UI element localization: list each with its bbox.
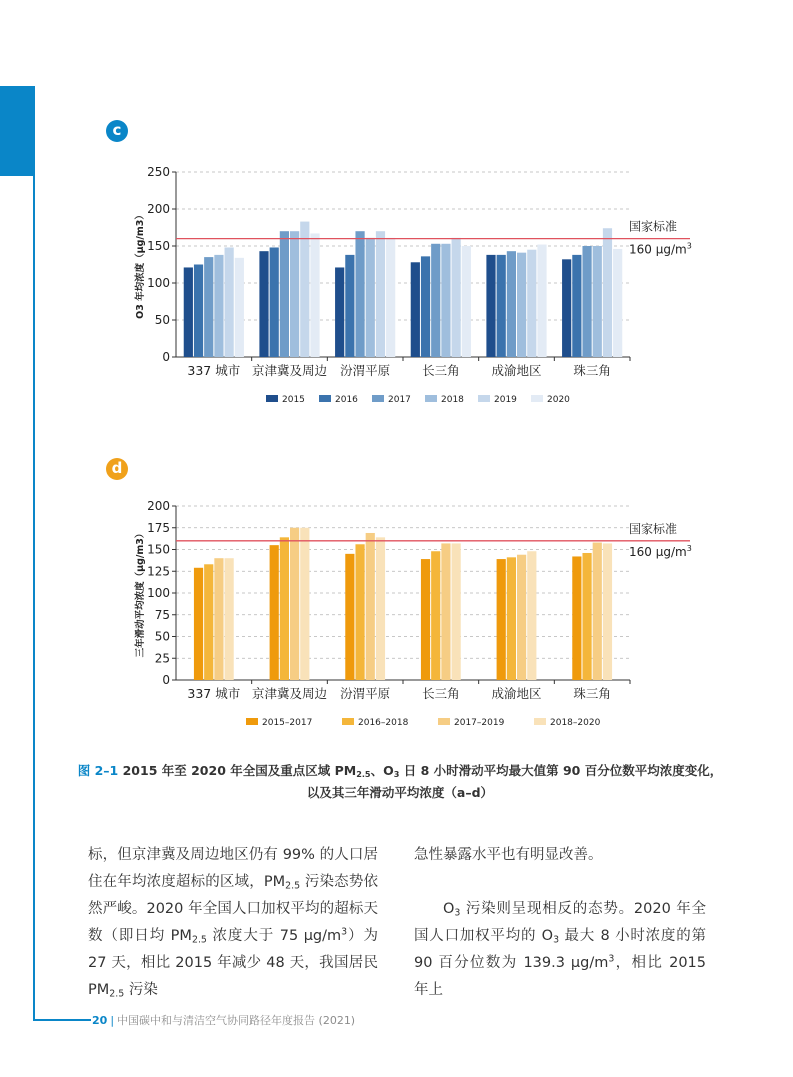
legend-label: 2017	[388, 395, 411, 405]
caption-line-1: 图 2–1 2015 年至 2020 年全国及重点区域 $PM_{2.5}$、$O_3$ 日 8 小时滑动平均最大值第 90 百分位数平均浓度变化，	[77, 763, 723, 780]
legend-swatch	[438, 718, 450, 725]
x-tick-label: 珠三角	[573, 363, 611, 378]
bar	[366, 533, 375, 680]
y-tick-label: 100	[147, 276, 170, 290]
bar	[300, 528, 309, 680]
x-tick-label: 珠三角	[573, 686, 611, 701]
body-column-right	[414, 842, 706, 1004]
legend-swatch	[342, 718, 354, 725]
y-tick-label: 25	[154, 651, 170, 666]
x-tick-label: 汾渭平原	[340, 363, 391, 378]
legend-label: 2018–2020	[550, 718, 601, 728]
paragraph: $O_3$ 污染则呈现相反的态势。2020 年全国人口加权平均的 $O_3$ 最大 8 小时浓度的第 90 百分位数为 139.3 $\mu g/m^3$，相比 2015 年上	[414, 901, 706, 998]
reference-value: 160 $\mu g/m^3$	[629, 543, 692, 559]
bar	[497, 559, 506, 680]
bar	[603, 543, 612, 680]
x-tick-label: 成渝地区	[491, 363, 542, 378]
report-title: 中国碳中和与清洁空气协同路径年度报告 (2021)	[117, 1014, 356, 1027]
legend-label: 2015	[282, 395, 305, 405]
y-tick-label: 0	[162, 673, 170, 687]
caption-line-2: 以及其三年滑动平均浓度（a–d）	[306, 785, 494, 800]
panel-badge-c: c	[106, 120, 128, 142]
y-tick-label: 200	[147, 499, 170, 513]
y-tick-label: 75	[154, 607, 170, 622]
legend-swatch	[534, 718, 546, 725]
legend-label: 2015–2017	[262, 718, 313, 728]
bar	[290, 528, 299, 680]
paragraph: 标，但京津冀及周边地区仍有 99% 的人口居住在年均浓度超标的区域，$PM_{2.5}$ 污染态势依然严峻。2020 年全国人口加权平均的超标天数（即日均 $PM_{2.5}$ 浓度大于 75 $\mu g/m^3$）为 27 天，相比 2015 年减少 48 天，我国居民 $PM_{2.5}$ 污染	[88, 847, 379, 1000]
paragraph: 急性暴露水平也有明显改善。	[414, 847, 603, 863]
y-tick-label: 100	[147, 586, 170, 600]
bar	[572, 556, 581, 680]
bar	[376, 537, 385, 680]
y-axis-label: 三年滑动平均浓度（μg/m3）	[135, 528, 146, 658]
bar	[355, 544, 364, 680]
x-tick-label: 京津冀及周边	[251, 686, 328, 701]
bar	[214, 558, 223, 680]
x-tick-label: 337 城市	[187, 686, 241, 701]
reference-superscript: 3	[686, 241, 692, 251]
bar	[517, 555, 526, 680]
x-tick-label: 长三角	[422, 686, 460, 701]
bar	[345, 554, 354, 680]
bar	[421, 559, 430, 680]
y-tick-label: 150	[147, 542, 170, 557]
bar	[507, 557, 516, 680]
legend-label: 2019	[494, 395, 517, 405]
legend-label: 2017–2019	[454, 718, 505, 728]
legend-label: 2020	[547, 395, 570, 405]
bar	[527, 551, 536, 680]
y-axis-label: O3 年均浓度（μg/m3）	[135, 210, 146, 319]
bar	[280, 537, 289, 680]
body-column-left	[88, 842, 378, 1004]
y-tick-label: 200	[147, 202, 170, 216]
bar	[194, 568, 203, 680]
figure-number: 图 2–1	[77, 763, 119, 778]
bar	[452, 543, 461, 680]
bar	[582, 553, 591, 680]
x-tick-label: 成渝地区	[491, 686, 542, 701]
page-footer: 20 | 中国碳中和与清洁空气协同路径年度报告 (2021)	[92, 1014, 356, 1027]
y-tick-label: 50	[154, 629, 170, 644]
x-tick-label: 长三角	[422, 363, 460, 378]
bar	[441, 543, 450, 680]
x-tick-label: 337 城市	[187, 363, 241, 378]
y-tick-label: 175	[147, 520, 170, 535]
x-tick-label: 汾渭平原	[340, 686, 391, 701]
x-tick-label: 京津冀及周边	[251, 363, 328, 378]
legend-label: 2016	[335, 395, 358, 405]
legend-label: 2016–2018	[358, 718, 409, 728]
legend-label: 2018	[441, 395, 464, 405]
bar	[431, 551, 440, 680]
reference-label: 国家标准	[629, 521, 678, 536]
figure-caption	[60, 760, 740, 804]
bar	[204, 564, 213, 680]
page-number: 20	[92, 1014, 108, 1027]
reference-value: 160 $\mu g/m^3$	[629, 241, 692, 257]
footer-line	[33, 1019, 91, 1021]
reference-label: 国家标准	[629, 219, 678, 234]
y-tick-label: 0	[162, 350, 170, 364]
bar	[225, 558, 234, 680]
y-tick-label: 250	[147, 165, 170, 179]
bar	[593, 543, 602, 680]
bar	[270, 545, 279, 680]
y-tick-label: 125	[147, 564, 170, 579]
reference-superscript: 3	[686, 543, 692, 553]
y-tick-label: 50	[154, 313, 170, 327]
legend-swatch	[246, 718, 258, 725]
panel-badge-d: d	[106, 458, 128, 480]
y-tick-label: 150	[147, 239, 170, 253]
